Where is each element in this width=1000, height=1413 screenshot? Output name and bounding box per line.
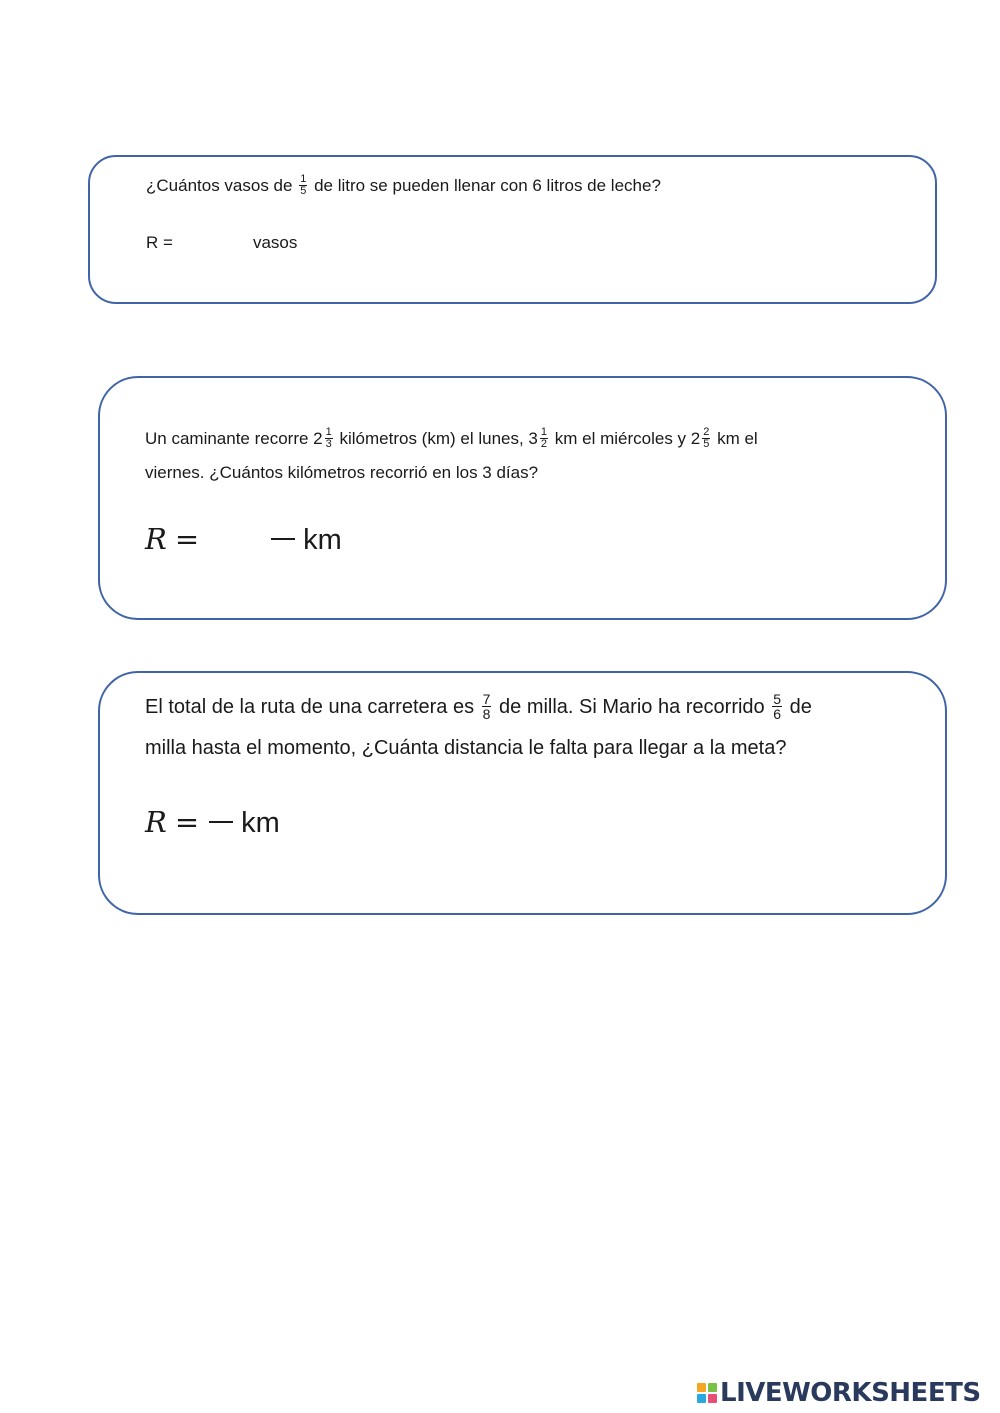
- fraction-5-6: [772, 692, 782, 721]
- question-1-text-after: de litro se pueden llenar con 6 litros de leche?: [314, 175, 661, 195]
- question-card-3: [98, 671, 947, 915]
- question-2-text-line-2: viernes. ¿Cuántos kilómetros recorrió en los 3 días?: [145, 463, 539, 482]
- fraction-denominator: 8: [482, 706, 491, 722]
- logo-mark-icon: [697, 1383, 717, 1403]
- question-card-2: [98, 376, 947, 620]
- question-card-1: [88, 155, 937, 304]
- question-3-answer: [145, 805, 280, 840]
- logo-square: [697, 1394, 706, 1403]
- answer-unit: vasos: [252, 233, 298, 252]
- question-2-part-2: kilómetros (km) el lunes, 3: [339, 428, 538, 448]
- question-1-answer: [146, 233, 297, 253]
- fraction-denominator: 5: [300, 185, 307, 197]
- question-3-part-1: El total de la ruta de una carretera es: [145, 695, 475, 718]
- fraction-1-5: [299, 174, 307, 197]
- fraction-numerator: 7: [482, 691, 491, 707]
- question-2-part-4: km el: [717, 428, 758, 448]
- liveworksheets-logo: [697, 1378, 981, 1408]
- fraction-bar-blank[interactable]: [209, 821, 233, 823]
- fraction-numerator: 1: [300, 173, 307, 185]
- answer-prefix: R =: [146, 233, 173, 252]
- question-3-text-line-2: milla hasta el momento, ¿Cuánta distancia le falta para llegar a la meta?: [145, 737, 787, 759]
- question-2-part-1: Un caminante recorre 2: [145, 428, 323, 448]
- fraction-1-3: [325, 427, 333, 450]
- question-2-answer: [145, 522, 342, 557]
- question-3-part-3: de: [789, 695, 812, 718]
- question-2-part-3: km el miércoles y 2: [554, 428, 701, 448]
- logo-square: [697, 1383, 706, 1392]
- fraction-2-5: [702, 427, 710, 450]
- question-3-part-2: de milla. Si Mario ha recorrido: [499, 695, 765, 718]
- answer-unit: km: [303, 524, 342, 556]
- equals-sign: =: [174, 805, 200, 839]
- question-1-text-before: ¿Cuántos vasos de: [146, 175, 293, 195]
- fraction-denominator: 6: [773, 706, 782, 722]
- fraction-denominator: 5: [703, 438, 710, 450]
- equals-sign: =: [174, 522, 200, 556]
- fraction-numerator: 5: [773, 691, 782, 707]
- answer-variable: R: [145, 522, 167, 556]
- fraction-numerator: 1: [325, 426, 332, 438]
- logo-square: [708, 1394, 717, 1403]
- answer-variable: R: [145, 805, 167, 839]
- fraction-numerator: 2: [703, 426, 710, 438]
- logo-square: [708, 1383, 717, 1392]
- answer-unit: km: [241, 807, 280, 839]
- question-2-text-line-1: [145, 428, 758, 451]
- fraction-1-2: [540, 427, 548, 450]
- fraction-denominator: 2: [540, 438, 548, 450]
- fraction-7-8: [482, 692, 492, 721]
- question-3-text-line-1: [145, 693, 812, 722]
- fraction-denominator: 3: [325, 438, 332, 450]
- question-1-text: [146, 175, 661, 198]
- fraction-bar-blank[interactable]: [271, 538, 295, 540]
- fraction-numerator: 1: [540, 426, 548, 438]
- logo-text: LIVEWORKSHEETS: [720, 1378, 981, 1408]
